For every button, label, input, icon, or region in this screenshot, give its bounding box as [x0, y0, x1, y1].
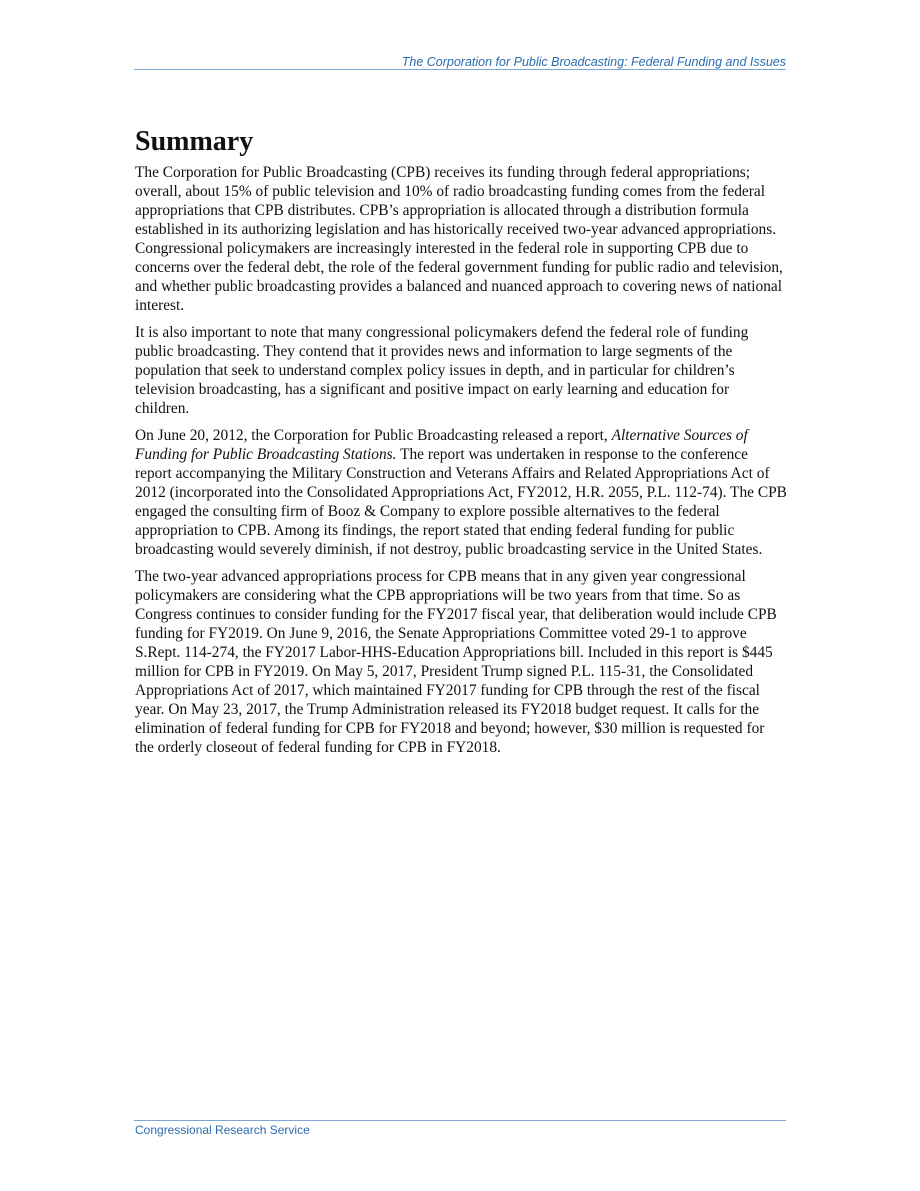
running-header-title: The Corporation for Public Broadcasting: Federal Funding and Issues	[401, 55, 786, 69]
paragraph-3-lead: On June 20, 2012, the Corporation for Public Broadcasting released a report,	[135, 427, 612, 444]
summary-paragraph-3	[135, 426, 787, 559]
footer-publisher: Congressional Research Service	[135, 1123, 310, 1137]
summary-paragraph-2: It is also important to note that many congressional policymakers defend the federal role of funding public broadcasting. They contend that it provides news and information to large segments of the population that seek to understand complex policy issues in depth, and in particular for children’s television broadcasting, has a significant and positive impact on early learning and education for children.	[135, 324, 749, 417]
footer-divider	[134, 1120, 786, 1121]
summary-paragraph-1: The Corporation for Public Broadcasting (CPB) receives its funding through federal appropriations; overall, about 15% of public television and 10% of radio broadcasting funding comes from the federal appropriations that CPB distributes. CPB’s appropriation is allocated through a distribution formula established in its authorizing legislation and has historically received two-year advanced appropriations. Congressional policymakers are increasingly interested in the federal role in supporting CPB due to concerns over the federal debt, the role of the federal government funding for public radio and television, and whether public broadcasting provides a balanced and nuanced approach to covering news of national interest.	[135, 164, 783, 314]
summary-paragraph-4: The two-year advanced appropriations process for CPB means that in any given year congressional policymakers are considering what the CPB appropriations will be two years from that time. So as Congress continues to consider funding for the FY2017 fiscal year, that deliberation would include CPB funding for FY2019. On June 9, 2016, the Senate Appropriations Committee voted 29-1 to approve S.Rept. 114-274, the FY2017 Labor-HHS-Education Appropriations bill. Included in this report is $445 million for CPB in FY2019. On May 5, 2017, President Trump signed P.L. 115-31, the Consolidated Appropriations Act of 2017, which maintained FY2017 funding for CPB through the rest of the fiscal year. On May 23, 2017, the Trump Administration released its FY2018 budget request. It calls for the elimination of federal funding for CPB for FY2018 and beyond; however, $30 million is requested for the orderly closeout of federal funding for CPB in FY2018.	[135, 568, 777, 756]
paragraph-3-rest: The report was undertaken in response to the conference report accompanying the Military Construction and Veterans Affairs and Related Appropriations Act of 2012 (incorporated into the Consolidated Appropriations Act, FY2012, H.R. 2055, P.L. 112-74). The CPB engaged the consulting firm of Booz & Company to explore possible alternatives to the federal appropriation to CPB. Among its findings, the report stated that ending federal funding for public broadcasting would severely diminish, if not destroy, public broadcasting service in the United States.	[135, 446, 787, 558]
report-title: Alternative Sources of Funding for Public Broadcasting Stations.	[135, 427, 748, 463]
section-heading: Summary	[135, 126, 254, 157]
header-divider	[134, 69, 786, 70]
summary-section	[135, 124, 787, 765]
